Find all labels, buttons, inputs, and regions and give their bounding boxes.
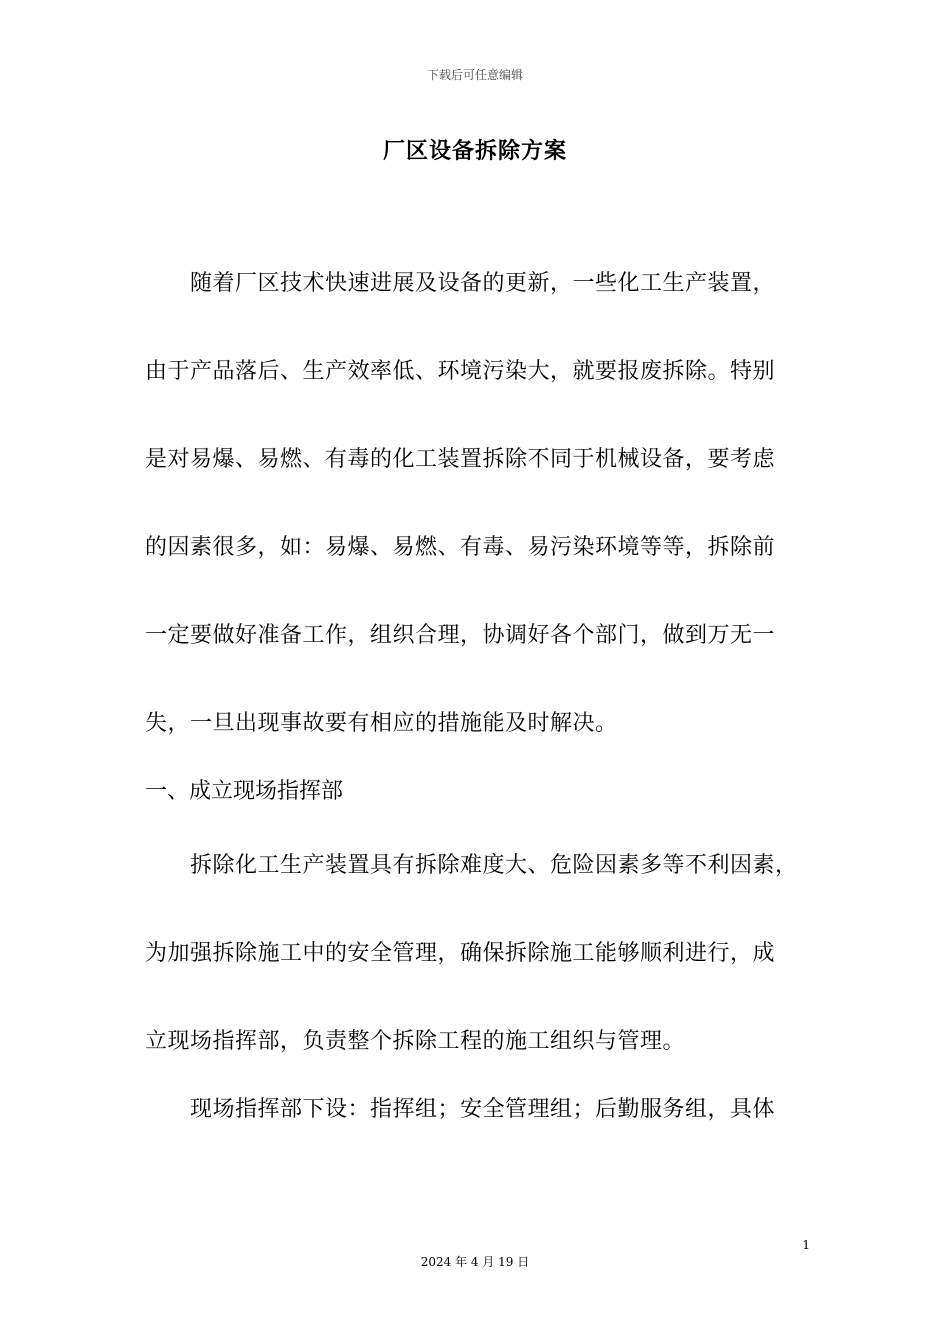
paragraph-line: 为加强拆除施工中的安全管理，确保拆除施工能够顺利进行，成	[145, 941, 776, 966]
footer-date: 2024 年 4 月 19 日	[420, 1255, 530, 1269]
paragraph-line: 拆除化工生产装置具有拆除难度大、危险因素多等不利因素，	[190, 853, 798, 878]
paragraph-line: 现场指挥部下设：指挥组；安全管理组；后勤服务组，具体	[190, 1097, 776, 1122]
paragraph-line: 失，一旦出现事故要有相应的措施能及时解决。	[145, 711, 618, 736]
paragraph-line: 随着厂区技术快速进展及设备的更新，一些化工生产装置，	[190, 271, 776, 296]
paragraph-line: 是对易爆、易燃、有毒的化工装置拆除不同于机械设备，要考虑	[145, 447, 776, 472]
paragraph-line: 由于产品落后、生产效率低、环境污染大，就要报废拆除。特别	[145, 359, 776, 384]
section-paragraph	[145, 846, 810, 1110]
page-number: 1	[802, 1238, 810, 1252]
section-heading: 一、成立现场指挥部	[145, 779, 344, 804]
paragraph-line: 的因素很多，如：易爆、易燃、有毒、易污染环境等等，拆除前	[145, 535, 776, 560]
paragraph-line: 立现场指挥部，负责整个拆除工程的施工组织与管理。	[145, 1029, 686, 1054]
document-title: 厂区设备拆除方案	[382, 139, 567, 164]
paragraph-line: 一定要做好准备工作，组织合理，协调好各个部门，做到万无一	[145, 623, 776, 648]
section-sub-paragraph	[145, 1090, 810, 1130]
header-note: 下载后可任意编辑	[426, 68, 523, 82]
intro-paragraph	[145, 264, 810, 792]
